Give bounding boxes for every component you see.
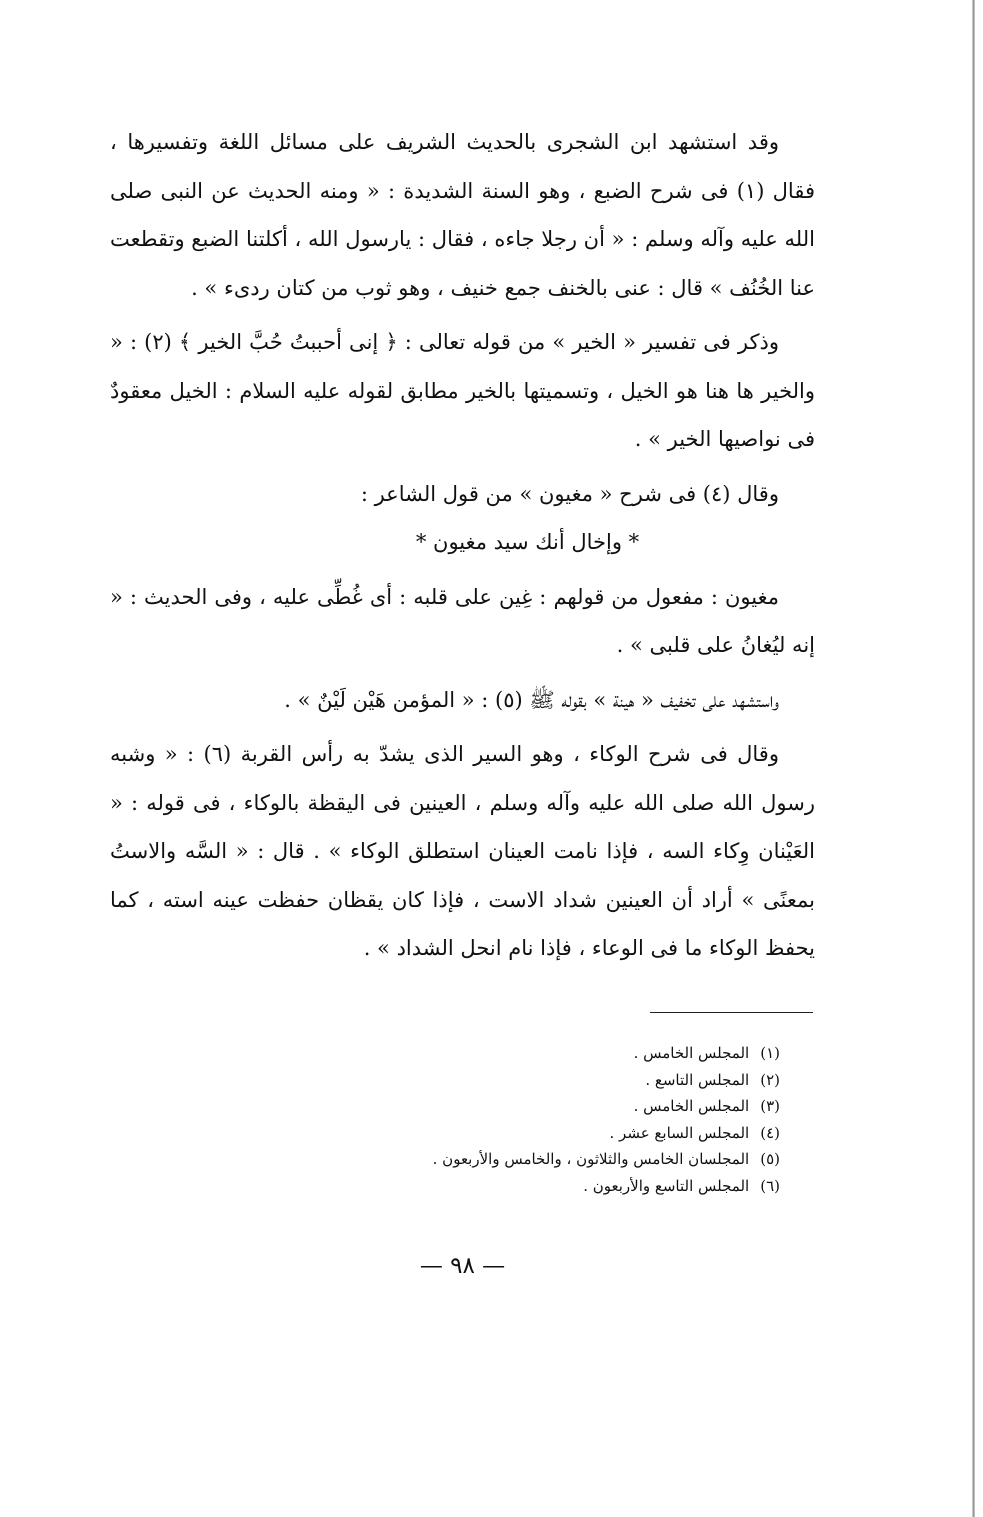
footnote-text: المجلس الخامس . [633,1097,750,1115]
footnote-separator [650,1012,813,1013]
footnote-text: المجلس السابع عشر . [609,1123,750,1142]
paragraph-hayyina: واستشهد على تخفيف « هينة » بقوله ﷺ (٥) : « المؤمن هَيْن لَيْنٌ » . [284,687,779,712]
footnote-number: (٢) [760,1070,780,1089]
footnote-number: (٦) [760,1176,780,1195]
footnote-item [300,1093,780,1120]
footnote-text: المجلس الخامس . [633,1044,750,1062]
footnote-number: (٥) [760,1150,780,1168]
paragraph-mughyun-intro: وقال (٤) فى شرح « مغيون » من قول الشاعر : [360,481,779,506]
footnote-number: (٤) [760,1123,780,1142]
footnote-item [300,1173,780,1200]
paragraph-khayr: وذكر فى تفسير « الخير » من قوله تعالى : ﴿ إنى أحببتُ حُبَّ الخير ﴾ (٢) : « والخير ها هنا هو الخيل ، وتسميتها بالخير مطابق لقوله عليه السلام : الخيل معقودٌ فى نواصيها الخير » . [110,330,815,451]
paragraph-mughyun-explanation: مغيون : مفعول من قولهم : غِين على قلبه : أى غُطِّى عليه ، وفى الحديث : « إنه ليُغانُ على قلبى » . [110,584,815,657]
footnote-item [300,1146,780,1173]
paragraph-hadith-dabu: وقد استشهد ابن الشجرى بالحديث الشريف على مسائل اللغة وتفسيرها ، فقال (١) فى شرح الضبع ، وهو السنة الشديدة : « ومنه الحديث عن النبى صلى الله عليه وآله وسلم : « أن رجلا جاءه ، فقال : يارسول الله ، أكلتنا الضبع وتقطعت عنا الخُنُف » قال : عنى بالخنف جمع خنيف ، وهو ثوب من كتان ردىء » . [110,130,815,300]
footnote-number: (١) [760,1044,780,1062]
footnote-item [300,1067,780,1094]
footnote-text: المجلس التاسع والأربعون . [583,1176,750,1195]
scan-edge [972,0,975,1517]
footnotes-list [300,1040,780,1199]
footnote-text: المجلسان الخامس والثلاثون ، والخامس والأربعون . [432,1150,750,1168]
paragraph-wika: وقال فى شرح الوكاء ، وهو السير الذى يشدّ به رأس القربة (٦) : « وشبه رسول الله صلى الله عليه وآله وسلم ، العينين فى اليقظة بالوكاء ، فى قوله : « العَيْنان وِكاء السه ، فإذا نامت العينان استطلق الوكاء » . قال : « السَّه والاستُ بمعنًى » أراد أن العينين شداد الاست ، فإذا كان يقظان حفظت عينه استه ، كما يحفظ الوكاء ما فى الوعاء ، فإذا نام انحل الشداد » . [110,742,815,960]
body-text [110,118,815,973]
footnote-text: المجلس التاسع . [645,1070,750,1089]
footnote-number: (٣) [760,1097,780,1115]
page-number: — ٩٨ — [419,1253,506,1279]
verse-line: * وإخال أنك سيد مغيون * [415,530,640,554]
footnote-item [300,1120,780,1147]
footnote-item [300,1040,780,1067]
